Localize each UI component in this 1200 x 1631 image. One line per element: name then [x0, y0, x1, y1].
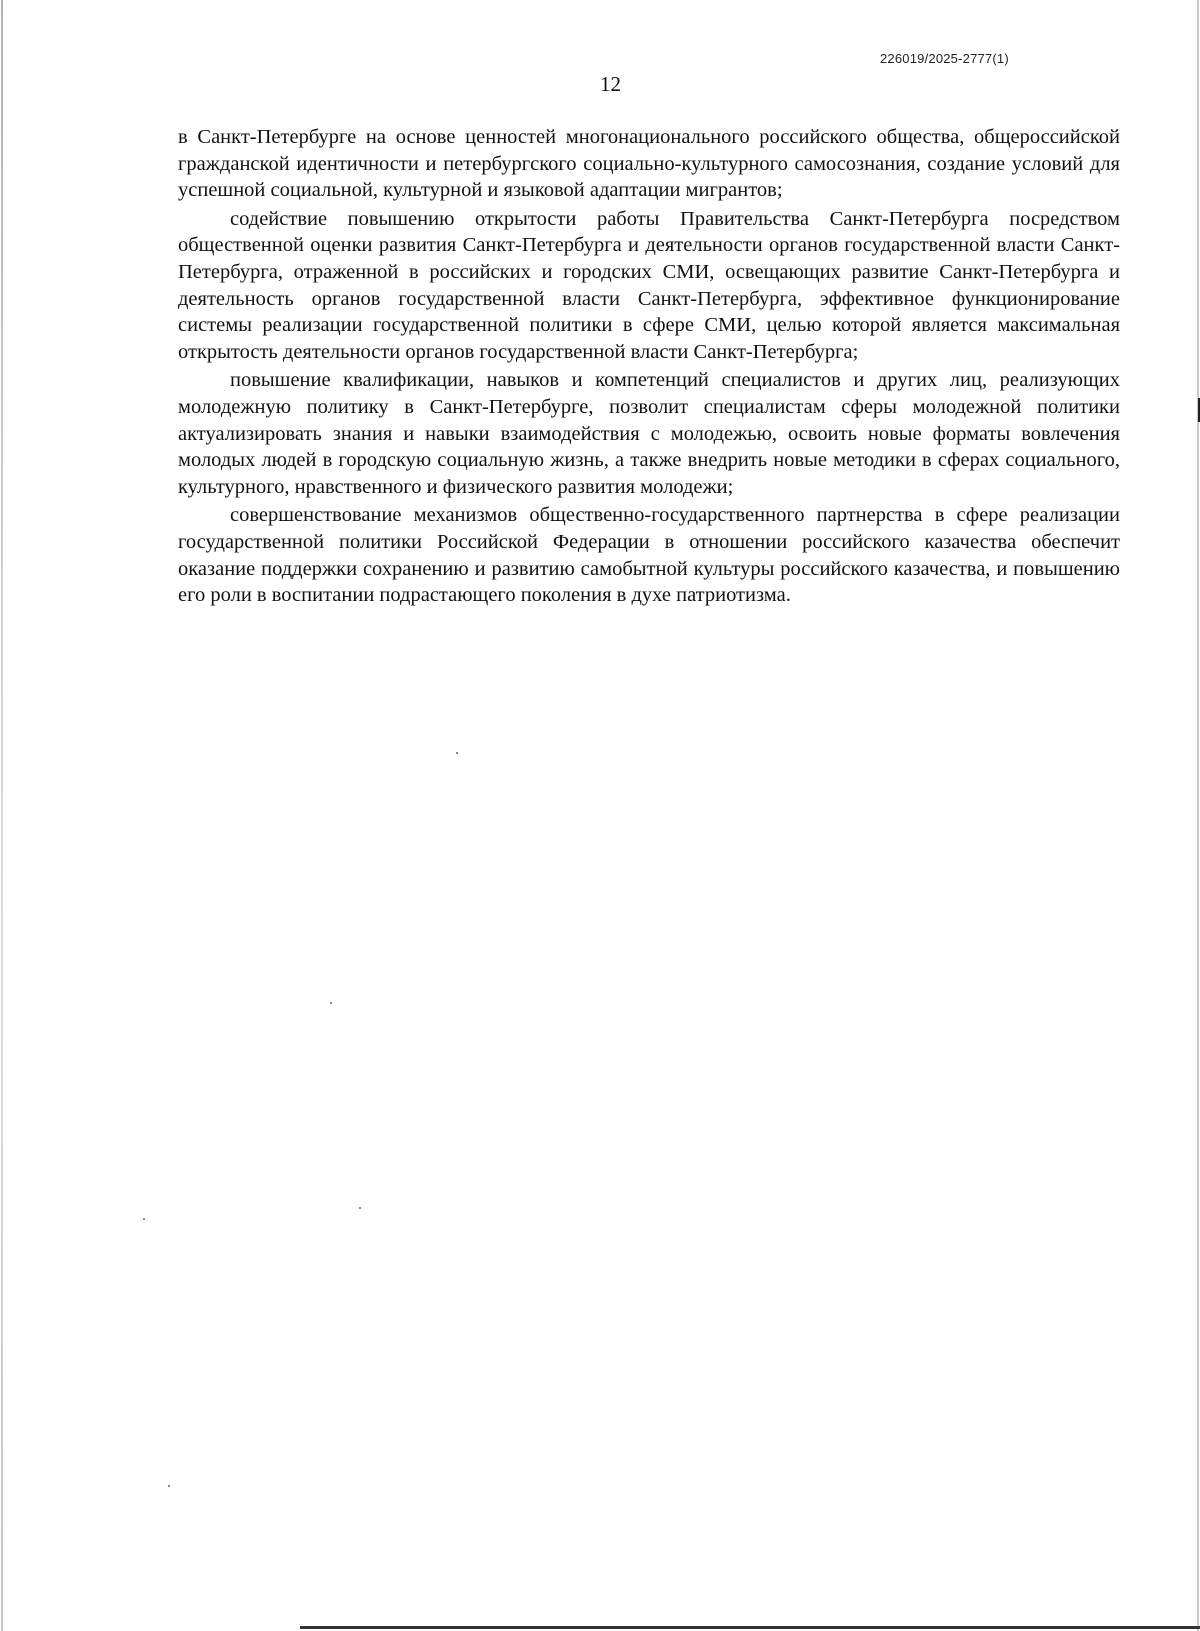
paragraph-open-government: содействие повышению открытости работы Правительства Санкт-Петербурга посредством общественной оценки развития Санкт-Петербурга и деятельности органов государственной власти Санкт-Петербурга, отраженной в российских и городских СМИ, освещающих развитие Санкт-Петербурга и деятельность органов государственной власти Санкт-Петербурга, эффективное функционирование системы реализации государственной политики в сфере СМИ, целью которой является максимальная открытость деятельности органов государственной власти Санкт-Петербурга;: [178, 207, 1120, 363]
scan-bottom-edge: [300, 1626, 1200, 1629]
scan-speck: [456, 752, 458, 754]
scan-speck: [359, 1207, 361, 1209]
document-body: [178, 124, 1120, 609]
scan-speck: [330, 1002, 332, 1004]
scan-speck: [168, 1485, 170, 1487]
paragraph-continuation: в Санкт-Петербурге на основе ценностей многонационального российского общества, общероссийской гражданской идентичности и петербургского социально-культурного самосознания, создание условий для успешной социальной, культурной и языковой адаптации мигрантов;: [178, 126, 1120, 202]
scan-edge-left: [1, 0, 3, 1631]
paragraph-cossacks: совершенствование механизмов общественно-государственного партнерства в сфере реализации государственной политики Российской Федерации в отношении российского казачества обеспечит оказание поддержки сохранению и развитию самобытной культуры российского казачества, и повышению его роли в воспитании подрастающего поколения в духе патриотизма.: [178, 504, 1120, 607]
paragraph-youth-policy: повышение квалификации, навыков и компетенций специалистов и других лиц, реализующих молодежную политику в Санкт-Петербурге, позволит специалистам сферы молодежной политики актуализировать знания и навыки взаимодействия с молодежью, освоить новые форматы вовлечения молодых людей в городскую социальную жизнь, а также внедрить новые методики в сферах социального, культурного, нравственного и физического развития молодежи;: [178, 369, 1120, 498]
scan-speck: [143, 1218, 145, 1220]
scan-edge-right: [1197, 0, 1199, 1631]
page-number: 12: [600, 72, 621, 96]
document-registration-number: 226019/2025-2777(1): [880, 51, 1009, 66]
